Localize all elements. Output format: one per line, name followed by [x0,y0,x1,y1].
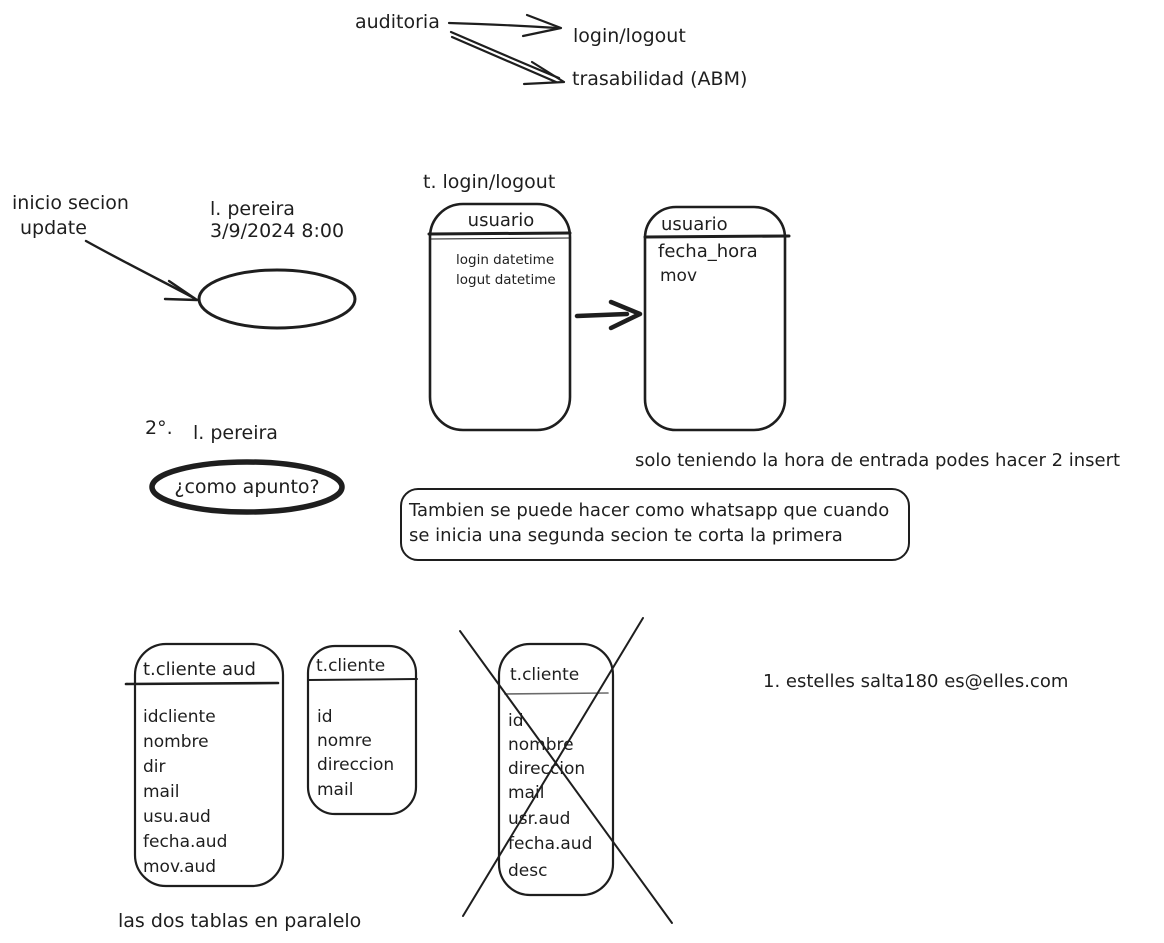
session-person-label: l. pereira [210,198,295,220]
cliente-aud-field: idcliente [143,707,216,727]
cliente-plain-field: mail [317,780,354,800]
cliente-rejected-field: desc [508,861,548,881]
auditoria-label: auditoria [355,11,440,33]
parallel-tables-caption: las dos tablas en paralelo [118,910,362,932]
cliente-plain-header: t.cliente [316,656,386,676]
cliente-rejected-separator [505,693,608,694]
arrow-to-session-ellipse [86,241,197,300]
cliente-aud-field: nombre [143,732,209,752]
arrow-to-login-logout [449,15,561,36]
usuario-audit-separator [645,236,789,237]
cliente-aud-header: t.cliente aud [143,659,256,680]
session-datetime-label: 3/9/2024 8:00 [210,220,345,242]
whatsapp-note-line2: se inicia una segunda secion te corta la primera [409,525,843,546]
logout-datetime-field: logut datetime [456,272,556,288]
example-row-label: 1. estelles salta180 es@elles.com [763,671,1069,692]
cliente-rejected-field: id [508,711,524,731]
cliente-aud-separator [126,683,278,684]
cliente-plain-table [308,646,417,814]
session-sketch [12,192,355,328]
traceability-label: trasabilidad (ABM) [572,68,748,90]
cliente-rejected-field: direccion [508,759,586,779]
cliente-rejected-field: fecha.aud [508,834,593,854]
cliente-plain-field: direccion [317,755,395,775]
arrow-to-traceability [451,32,564,84]
cliente-aud-field: dir [143,757,166,777]
cliente-rejected-field: mail [508,783,545,803]
usuario-login-header: usuario [467,210,535,231]
audit-mindmap [355,11,747,90]
fecha-hora-field: fecha_hora [658,241,758,262]
cliente-aud-field: fecha.aud [143,832,228,852]
usuario-login-separator [429,233,570,234]
cliente-aud-field: mail [143,782,180,802]
cliente-aud-field: usu.aud [143,807,211,827]
insert-note-label: solo teniendo la hora de entrada podes hacer 2 insert [635,450,1121,471]
whatsapp-note-line1: Tambien se puede hacer como whatsapp que cuando [409,500,890,521]
second-session-note [145,417,342,512]
update-label: update [20,217,87,239]
login-logout-label: login/logout [573,25,686,47]
client-tables [118,618,1068,932]
cliente-plain-field: id [317,707,333,727]
usuario-audit-table [645,207,789,430]
login-tables-title: t. login/logout [423,171,556,193]
login-datetime-field: login datetime [456,252,555,268]
ordinal-label: 2°. [145,417,173,439]
cliente-rejected-field: nombre [508,735,574,755]
usuario-login-table [429,204,570,430]
cliente-rejected-table [460,618,672,923]
inicio-secion-label: inicio secion [12,192,129,214]
mov-field: mov [660,266,698,286]
cliente-plain-field: nomre [317,731,372,751]
second-person-label: l. pereira [193,422,278,444]
session-ellipse [199,270,355,328]
cliente-rejected-field: usr.aud [508,809,571,829]
cliente-aud-table [126,644,283,886]
cliente-aud-field: mov.aud [143,857,217,877]
cliente-plain-separator [308,679,417,680]
table-transform-arrow [577,302,640,328]
question-label: ¿como apunto? [174,476,320,498]
cliente-rejected-header: t.cliente [510,665,580,685]
usuario-audit-header: usuario [661,214,728,235]
login-logout-tables [423,171,1120,471]
whatsapp-note [401,489,909,560]
